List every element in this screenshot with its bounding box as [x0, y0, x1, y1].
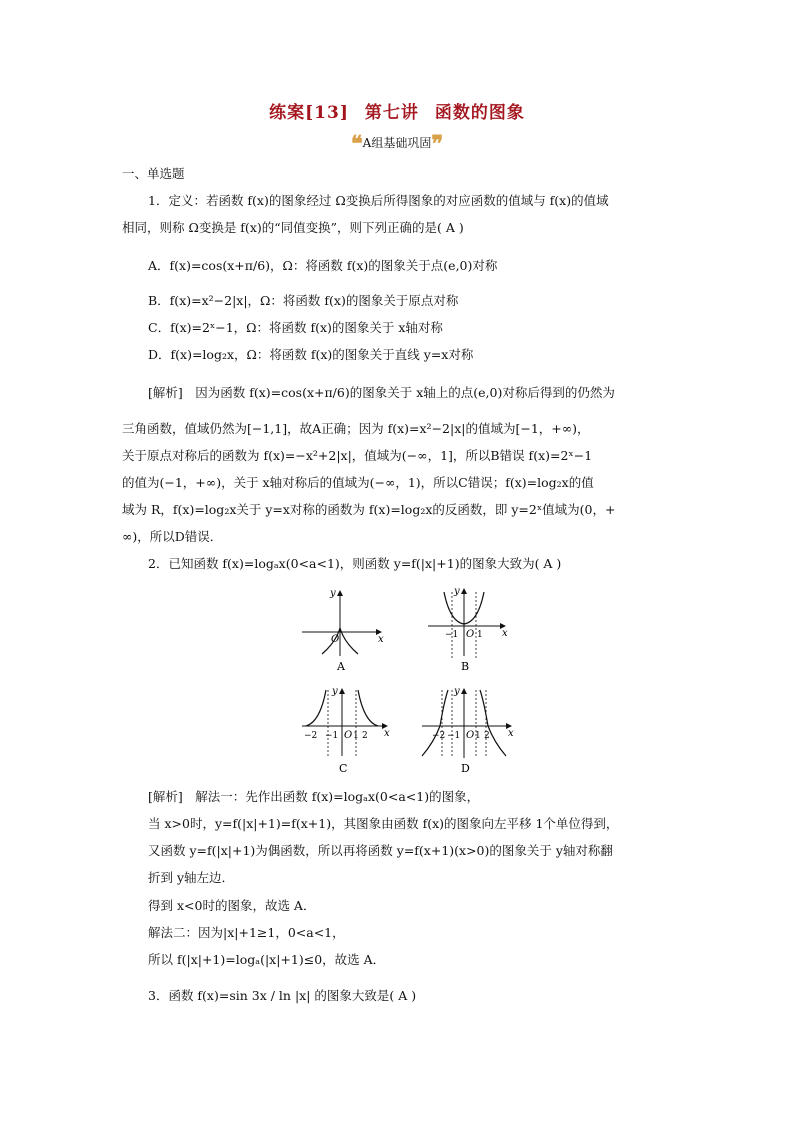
q1-option-a: A．f(x)=cos(x+π/6)，Ω：将函数 f(x)的图象关于点(e,0)对称 — [148, 258, 498, 273]
q2-solution-line7: 所以 f(|x|+1)=logₐ(|x|+1)≤0，故选 A． — [148, 952, 386, 967]
q1-stem-line1: 1．定义：若函数 f(x)的图象经过 Ω变换后所得图象的对应函数的值域与 f(x)的值域 — [148, 193, 609, 208]
q3-stem: 3．函数 f(x)=sin 3x / ln |x| 的图象大致是( A ) — [148, 988, 417, 1003]
title-part2: 第七讲 — [364, 103, 419, 123]
graph-c-y-arrow — [339, 688, 345, 694]
close-quote-icon: ❞ — [431, 130, 444, 157]
q2-solution-line2: 当 x>0时，y=f(|x|+1)=f(x+1)，其图象由函数 f(x)的图象向左平移 1个单位得到， — [148, 816, 619, 831]
graph-d-origin: O — [466, 730, 475, 741]
graph-d-tick-neg2: −2 — [432, 731, 446, 741]
graph-a-origin: O — [331, 634, 340, 645]
graph-b-tick-pos1: 1 — [477, 630, 483, 640]
graph-b-y-label: y — [454, 586, 460, 597]
q1-solution-line5: 域为 R，f(x)=log₂x关于 y=x对称的函数为 f(x)=log₂x的反函数，即 y=2ˣ值域为(0，+ — [122, 502, 616, 517]
graph-c-origin: O — [344, 730, 353, 741]
q2-stem: 2．已知函数 f(x)=logₐx(0<a<1)，则函数 y=f(|x|+1)的图象大致为( A ) — [148, 556, 562, 571]
graph-b-x-label: x — [502, 628, 508, 639]
graph-d-tick-pos1: 1 — [475, 731, 481, 741]
group-label: A组基础巩固 — [362, 136, 432, 150]
q1-option-d: D．f(x)=log₂x，Ω：将函数 f(x)的图象关于直线 y=x对称 — [148, 347, 474, 362]
graph-a-y-arrow — [337, 590, 343, 596]
q2-solution-line1: [解析] 解法一：先作出函数 f(x)=logₐx(0<a<1)的图象， — [148, 789, 480, 804]
graph-c-curve-right — [358, 690, 378, 726]
q1-option-c: C．f(x)=2ˣ−1，Ω：将函数 f(x)的图象关于 x轴对称 — [148, 320, 443, 335]
q2-graph-a — [298, 582, 388, 672]
graph-b-tick-neg1: −1 — [445, 630, 459, 640]
graph-c-tick-pos2: 2 — [362, 731, 368, 741]
graph-d-x-label: x — [508, 728, 514, 739]
q1-option-b: B．f(x)=x²−2|x|，Ω：将函数 f(x)的图象关于原点对称 — [148, 293, 459, 308]
graph-d-caption: D — [461, 762, 470, 774]
section-label: 一、单选题 — [122, 166, 185, 181]
graph-d-y-label: y — [454, 686, 460, 697]
graph-d-curve-right — [480, 690, 506, 756]
graph-d-curve-left — [422, 690, 448, 756]
graph-c-caption: C — [339, 762, 348, 774]
graph-c-x-label: x — [384, 728, 390, 739]
graph-d-y-arrow — [461, 688, 467, 694]
q1-solution-line4: 的值为(−1，+∞)，关于 x轴对称后的值域为(−∞，1)，所以C错误；f(x)=log₂x的值 — [122, 475, 594, 490]
q2-graph-b — [420, 582, 512, 672]
graph-c-y-label: y — [332, 686, 338, 697]
q2-solution-line3: 又函数 y=f(|x|+1)为偶函数，所以再将函数 y=f(x+1)(x>0)的图象关于 y轴对称翻 — [148, 843, 613, 858]
graph-a-x-label: x — [378, 634, 384, 645]
page-title — [0, 98, 794, 123]
q2-solution-line5: 得到 x<0时的图象，故选 A． — [148, 898, 316, 913]
graph-a-caption: A — [337, 660, 345, 672]
q1-solution-line1: [解析] 因为函数 f(x)=cos(x+π/6)的图象关于 x轴上的点(e,0)对称后得到的仍然为 — [148, 385, 615, 400]
open-quote-icon: ❝ — [350, 130, 363, 157]
q2-graph-c — [298, 682, 394, 774]
graph-b-y-arrow — [461, 588, 467, 594]
q1-stem-line2: 相同，则称 Ω变换是 f(x)的“同值变换”，则下列正确的是( A ) — [122, 220, 464, 235]
graph-d-tick-pos2: 2 — [484, 731, 490, 741]
graph-d-tick-neg1: −1 — [447, 731, 461, 741]
graph-c-tick-neg2: −2 — [304, 731, 318, 741]
q2-solution-line4: 折到 y轴左边． — [148, 870, 235, 885]
q1-solution-line6: ∞)，所以D错误． — [122, 529, 223, 544]
group-heading — [0, 130, 794, 157]
graph-c-tick-pos1: 1 — [353, 731, 359, 741]
graph-c-tick-neg1: −1 — [325, 731, 339, 741]
graph-b-caption: B — [461, 660, 470, 672]
q2-solution-line6: 解法二：因为|x|+1≥1，0<a<1， — [148, 925, 345, 940]
title-part3: 函数的图象 — [434, 103, 525, 123]
q2-graph-d — [418, 682, 518, 774]
graph-c-curve-left — [306, 690, 326, 726]
title-part1: 练案[13] — [269, 103, 349, 123]
q1-solution-line3: 关于原点对称后的函数为 f(x)=−x²+2|x|，值域为(−∞，1]，所以B错误 f(x)=2ˣ−1 — [122, 448, 593, 463]
q1-solution-line2: 三角函数，值域仍然为[−1,1]，故A正确；因为 f(x)=x²−2|x|的值域为[−1，+∞)， — [122, 421, 590, 436]
graph-a-y-label: y — [330, 588, 336, 599]
graph-b-origin: O — [466, 629, 475, 640]
